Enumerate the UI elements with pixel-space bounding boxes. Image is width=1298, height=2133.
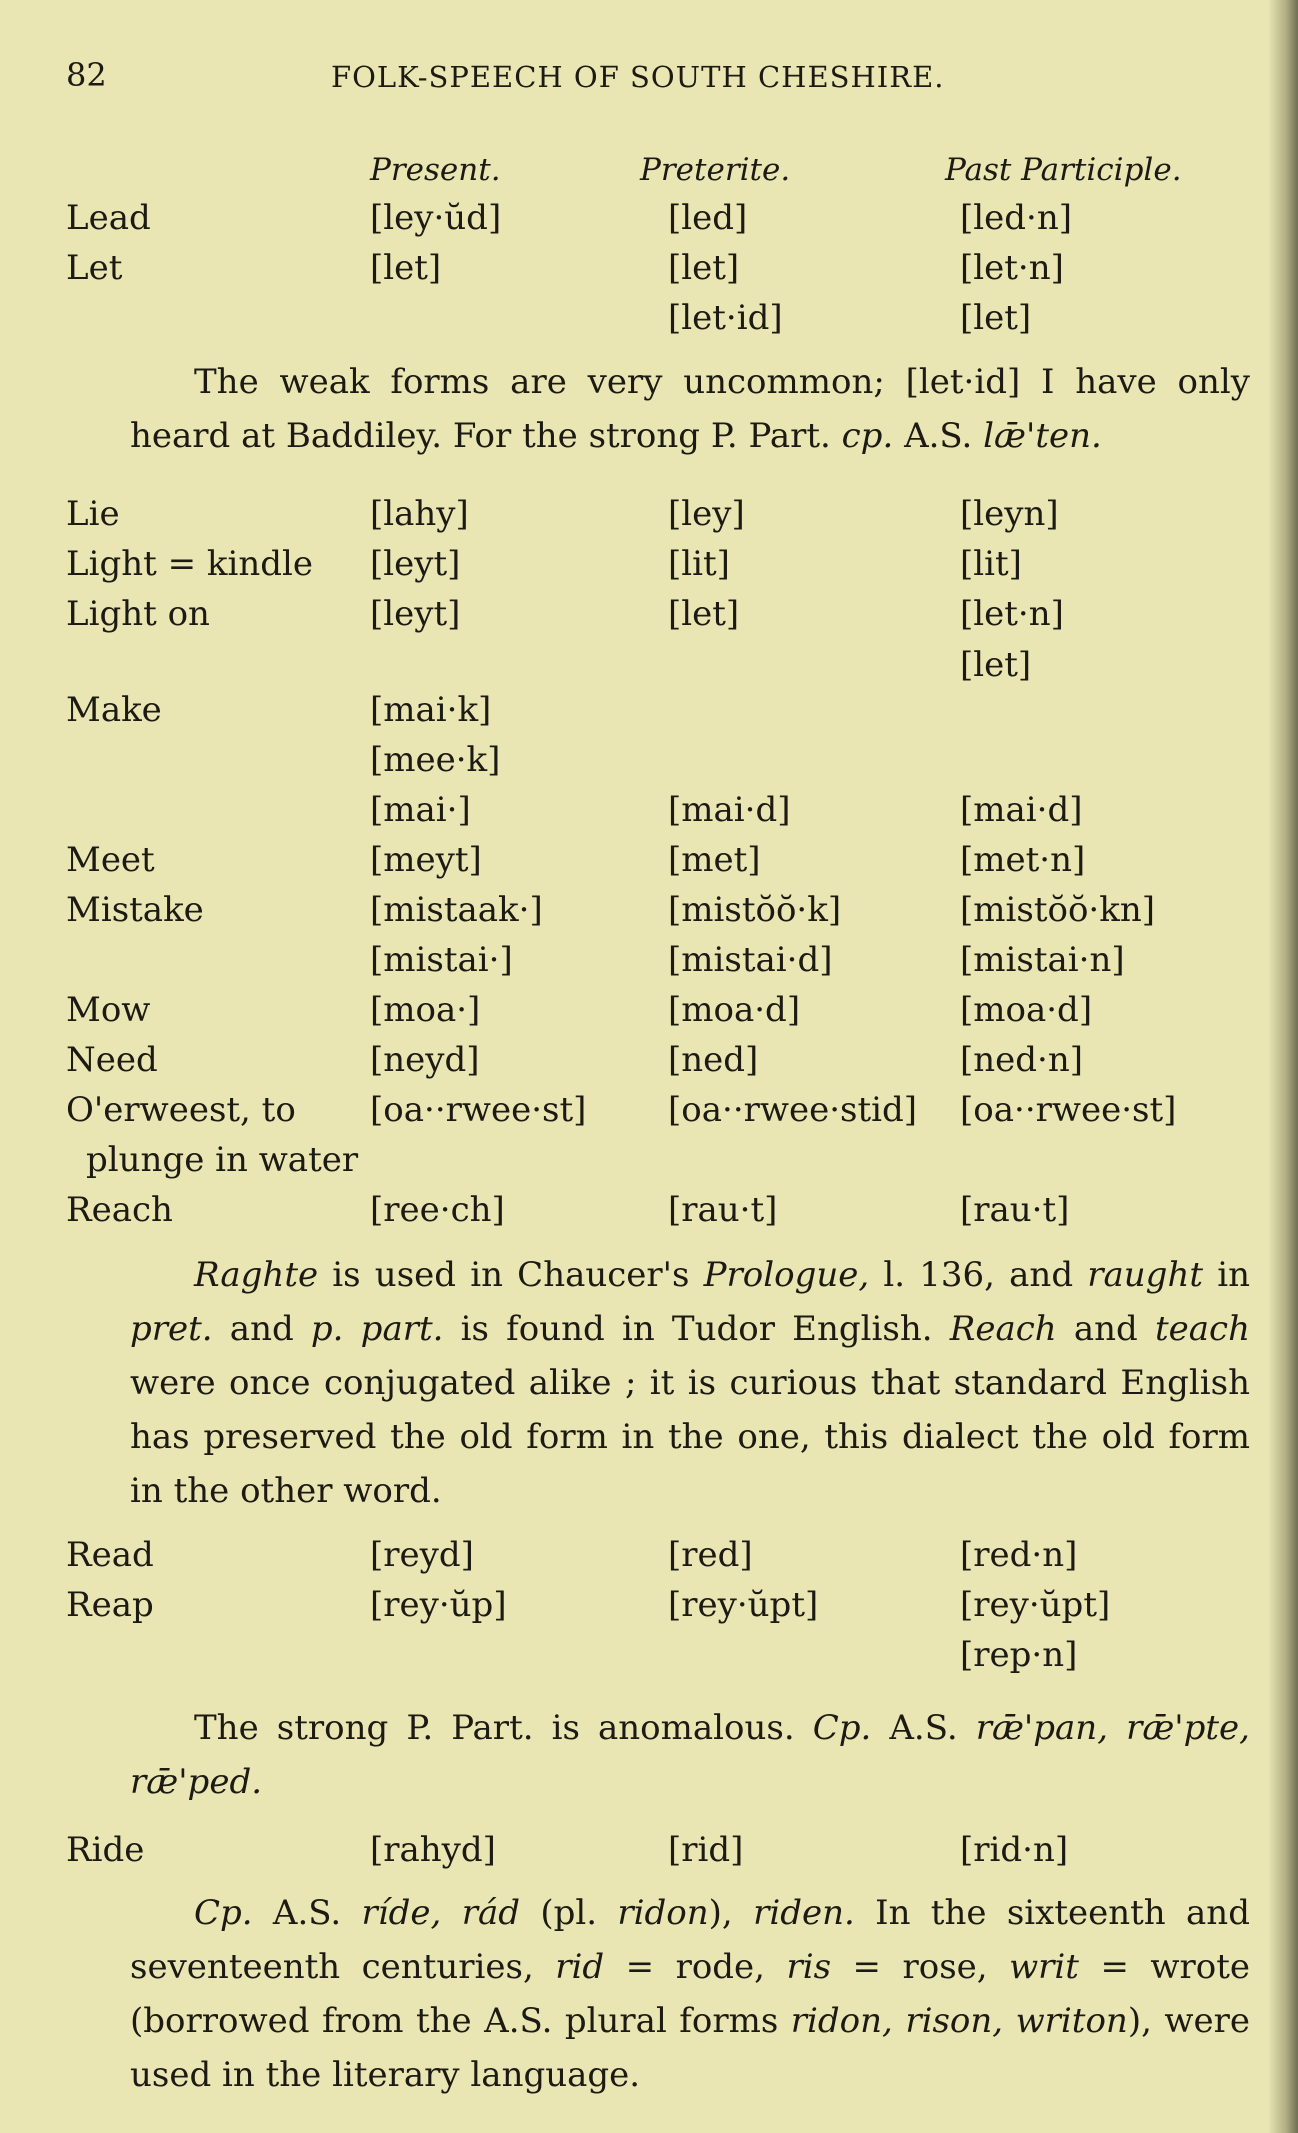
verb-row [0, 544, 1298, 590]
running-title: FOLK-SPEECH OF SOUTH CHESHIRE. [331, 60, 945, 94]
present-form: [mee·k] [370, 740, 501, 780]
preterite-form: [oa··rwee·stid] [668, 1090, 918, 1130]
verb: Reach [66, 1190, 173, 1230]
verb: Meet [66, 840, 155, 880]
column-header-past-participle: Past Participle. [945, 152, 1182, 188]
past-participle-form: [let·n] [960, 594, 1064, 634]
verb-row [0, 990, 1298, 1036]
preterite-form: [lit] [668, 544, 730, 584]
verb: Light = kindle [66, 544, 314, 584]
present-form: [reyd] [370, 1535, 474, 1575]
present-form: [leyt] [370, 544, 461, 584]
present-form: [ree·ch] [370, 1190, 505, 1230]
present-form: [mai·k] [370, 690, 492, 730]
verb-row [0, 740, 1298, 786]
verb: Light on [66, 594, 210, 634]
column-header-preterite: Preterite. [640, 152, 791, 188]
preterite-form: [let] [668, 594, 740, 634]
verb-gloss-continuation [0, 1140, 1298, 1186]
preterite-form: [ned] [668, 1040, 759, 1080]
verb: Lead [66, 198, 151, 238]
past-participle-form: [red·n] [960, 1535, 1078, 1575]
present-form: [mistaak·] [370, 890, 543, 930]
note-reap: The strong P. Part. is anomalous. Cp. A.S. rǣ'pan, rǣ'pte, rǣ'ped. [130, 1708, 1250, 1802]
verb-row [0, 690, 1298, 736]
preterite-form: [moa·d] [668, 990, 801, 1030]
verb-row [0, 790, 1298, 836]
verb-row [0, 494, 1298, 540]
present-form: [meyt] [370, 840, 482, 880]
present-form: [lahy] [370, 494, 469, 534]
verb-row [0, 1190, 1298, 1236]
past-participle-form: [met·n] [960, 840, 1086, 880]
past-participle-form: [rep·n] [960, 1635, 1078, 1675]
note-reach: Raghte is used in Chaucer's Prologue, l. 136, and raught in pret. and p. part. is found in Tudor English. Reach and teach were once conjugated alike ; it is curious that standard English has preserved the old form in the one, this dialect the old form in the other word. [130, 1255, 1250, 1511]
verb-row [0, 1830, 1298, 1876]
past-participle-form: [mistai·n] [960, 940, 1125, 980]
verb: Read [66, 1535, 154, 1575]
column-header-present: Present. [370, 152, 501, 188]
past-participle-form: [mai·d] [960, 790, 1083, 830]
verb: Reap [66, 1585, 154, 1625]
page-edge-shadow [1268, 0, 1298, 2133]
past-participle-form: [let] [960, 298, 1032, 338]
past-participle-form: [let] [960, 645, 1032, 685]
past-participle-form: [rey·ŭpt] [960, 1585, 1111, 1625]
verb-row [0, 248, 1298, 294]
preterite-form: [let·id] [668, 298, 783, 338]
verb-row [0, 1090, 1298, 1136]
past-participle-form: [oa··rwee·st] [960, 1090, 1177, 1130]
verb: Let [66, 248, 123, 288]
verb: Mistake [66, 890, 204, 930]
present-form: [ley·ŭd] [370, 198, 502, 238]
past-participle-form: [rid·n] [960, 1830, 1069, 1870]
preterite-form: [mai·d] [668, 790, 791, 830]
verb-gloss: plunge in water [86, 1140, 359, 1180]
verb-row [0, 298, 1298, 344]
verb: Need [66, 1040, 158, 1080]
preterite-form: [mistŏŏ·k] [668, 890, 842, 930]
verb-row [0, 645, 1298, 691]
preterite-form: [rau·t] [668, 1190, 778, 1230]
verb-row [0, 198, 1298, 244]
verb: Mow [66, 990, 151, 1030]
past-participle-form: [let·n] [960, 248, 1064, 288]
present-form: [let] [370, 248, 442, 288]
verb: Ride [66, 1830, 145, 1870]
past-participle-form: [rau·t] [960, 1190, 1070, 1230]
past-participle-form: [lit] [960, 544, 1022, 584]
preterite-form: [ley] [668, 494, 745, 534]
verb-row [0, 890, 1298, 936]
present-form: [neyd] [370, 1040, 480, 1080]
past-participle-form: [mistŏŏ·kn] [960, 890, 1156, 930]
verb-row [0, 1040, 1298, 1086]
verb: O'erweest, to [66, 1090, 296, 1130]
preterite-form: [red] [668, 1535, 753, 1575]
note-ride: Cp. A.S. ríde, rád (pl. ridon), riden. In the sixteenth and seventeenth centuries, rid = rode, ris = rose, writ = wrote (borrowed from the A.S. plural forms ridon, rison, writon), were used in the literary language. [130, 1893, 1251, 2095]
present-form: [moa·] [370, 990, 481, 1030]
past-participle-form: [led·n] [960, 198, 1072, 238]
present-form: [rey·ŭp] [370, 1585, 507, 1625]
present-form: [leyt] [370, 594, 461, 634]
past-participle-form: [ned·n] [960, 1040, 1084, 1080]
preterite-form: [met] [668, 840, 761, 880]
verb: Lie [66, 494, 120, 534]
past-participle-form: [moa·d] [960, 990, 1093, 1030]
preterite-form: [let] [668, 248, 740, 288]
verb: Make [66, 690, 162, 730]
preterite-form: [rid] [668, 1830, 744, 1870]
preterite-form: [led] [668, 198, 748, 238]
page-header [66, 56, 1216, 100]
past-participle-form: [leyn] [960, 494, 1059, 534]
preterite-form: [mistai·d] [668, 940, 833, 980]
verb-row [0, 1535, 1298, 1581]
verb-row [0, 840, 1298, 886]
preterite-form: [rey·ŭpt] [668, 1585, 819, 1625]
present-form: [mai·] [370, 790, 471, 830]
verb-row [0, 1635, 1298, 1681]
verb-row [0, 940, 1298, 986]
present-form: [oa··rwee·st] [370, 1090, 587, 1130]
page-number: 82 [66, 56, 107, 94]
present-form: [mistai·] [370, 940, 513, 980]
present-form: [rahyd] [370, 1830, 496, 1870]
verb-row [0, 1585, 1298, 1631]
verb-row [0, 594, 1298, 640]
note-let: The weak forms are very uncommon; [let·id] I have only heard at Baddiley. For the strong P. Part. cp. A.S. lǣ'ten. [130, 362, 1250, 456]
